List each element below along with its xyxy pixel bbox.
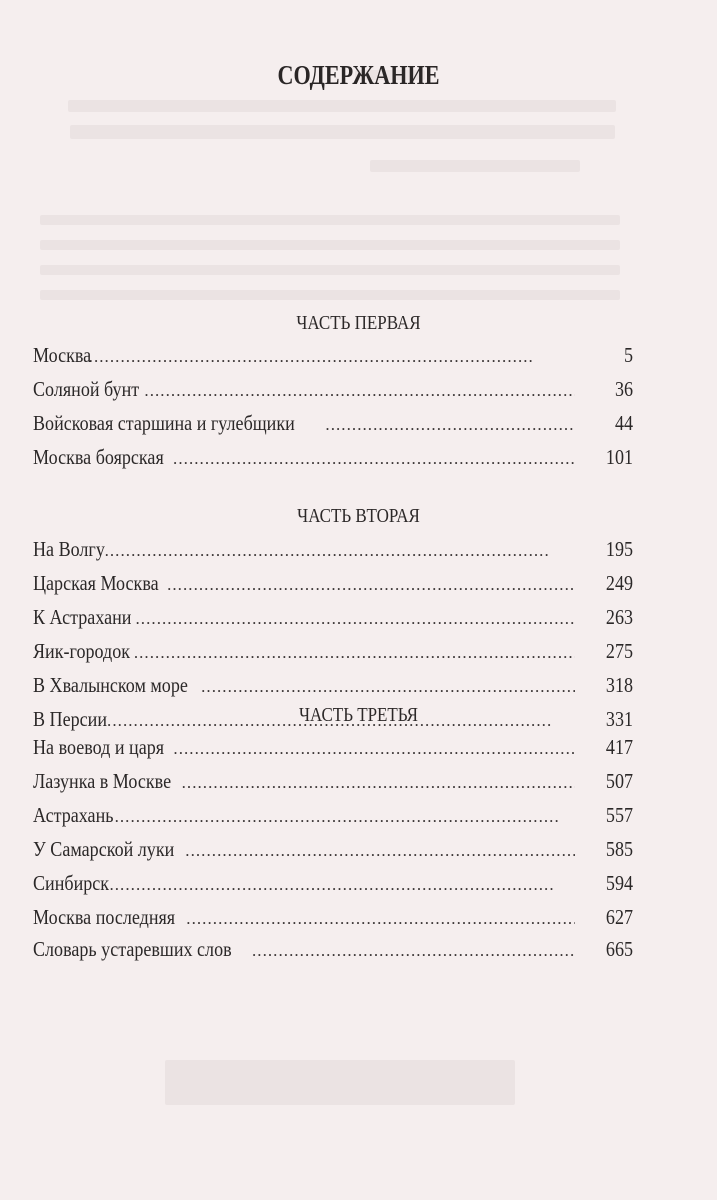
entry-page-number: 557 (605, 803, 633, 827)
page-title: СОДЕРЖАНИЕ (277, 60, 440, 90)
toc-entry[interactable] (33, 566, 633, 600)
entry-page-number: 585 (605, 837, 633, 861)
entry-page-number: 275 (605, 639, 633, 663)
entry-page-number: 36 (614, 377, 633, 401)
dot-leader (144, 374, 575, 408)
entry-page-number: 507 (605, 769, 633, 793)
dot-leader (252, 934, 575, 968)
entry-page-number: 594 (605, 871, 633, 895)
toc-entry[interactable] (33, 372, 633, 406)
entry-page-number: 5 (623, 343, 633, 367)
bleed-through-text (40, 215, 620, 225)
bleed-through-text (40, 240, 620, 250)
dot-leader (134, 636, 575, 670)
bleed-through-text (370, 160, 580, 172)
entry-title: Царская Москва (33, 571, 159, 595)
dot-leader (167, 568, 575, 602)
toc-entry[interactable] (33, 764, 633, 798)
dot-leader (105, 534, 575, 568)
toc-entry[interactable] (33, 338, 633, 372)
toc-entry[interactable] (33, 730, 633, 764)
bleed-through-text (70, 125, 615, 139)
dot-leader (109, 868, 575, 902)
dot-leader (136, 602, 576, 636)
entry-title: Москва последняя (33, 905, 176, 929)
dot-leader (173, 732, 575, 766)
entry-page-number: 44 (614, 411, 633, 435)
entry-title: Яик-городок (33, 639, 131, 663)
entry-page-number: 417 (605, 735, 633, 759)
entry-page-number: 195 (605, 537, 633, 561)
entry-title: В Персии (33, 707, 108, 731)
toc-part-3-list (33, 730, 633, 934)
entry-title: У Самарской луки (33, 837, 175, 861)
entry-title: На Волгу (33, 537, 105, 561)
dot-leader (173, 442, 575, 476)
toc-entry[interactable] (33, 866, 633, 900)
toc-appendix-list (33, 932, 633, 966)
entry-title: На воевод и царя (33, 735, 165, 759)
entry-title: Лазунка в Москве (33, 769, 172, 793)
bleed-through-text (40, 290, 620, 300)
dot-leader (182, 766, 575, 800)
dot-leader (201, 670, 575, 704)
toc-part-1-list (33, 338, 633, 474)
bleed-through-text (40, 265, 620, 275)
entry-title: В Хвалынском море (33, 673, 188, 697)
toc-entry[interactable] (33, 900, 633, 934)
dot-leader (115, 800, 575, 834)
bleed-through-block (165, 1060, 515, 1105)
bleed-through-text (68, 100, 616, 112)
entry-page-number: 331 (605, 707, 633, 731)
entry-title: К Астрахани (33, 605, 132, 629)
entry-page-number: 263 (605, 605, 633, 629)
entry-title: Москва боярская (33, 445, 164, 469)
entry-page-number: 318 (605, 673, 633, 697)
dot-leader (185, 834, 575, 868)
dot-leader (325, 408, 575, 442)
entry-title: Синбирск (33, 871, 110, 895)
toc-entry[interactable] (33, 532, 633, 566)
toc-entry[interactable] (33, 798, 633, 832)
entry-title: Словарь устаревших слов (33, 937, 232, 961)
entry-page-number: 627 (605, 905, 633, 929)
toc-entry[interactable] (33, 668, 633, 702)
part-heading-2: ЧАСТЬ ВТОРАЯ (297, 505, 420, 527)
entry-page-number: 249 (605, 571, 633, 595)
entry-title: Москва (33, 343, 92, 367)
entry-title: Соляной бунт (33, 377, 140, 401)
entry-page-number: 101 (605, 445, 633, 469)
part-heading-1: ЧАСТЬ ПЕРВАЯ (296, 312, 421, 334)
toc-entry[interactable] (33, 932, 633, 966)
entry-title: Войсковая старшина и гулебщики (33, 411, 295, 435)
toc-entry[interactable] (33, 406, 633, 440)
dot-leader (186, 902, 575, 936)
part-heading-3: ЧАСТЬ ТРЕТЬЯ (298, 704, 419, 726)
toc-entry[interactable] (33, 634, 633, 668)
entry-page-number: 665 (605, 937, 633, 961)
entry-title: Астрахань (33, 803, 114, 827)
toc-entry[interactable] (33, 832, 633, 866)
dot-leader (89, 340, 575, 374)
toc-entry[interactable] (33, 440, 633, 474)
toc-entry[interactable] (33, 600, 633, 634)
